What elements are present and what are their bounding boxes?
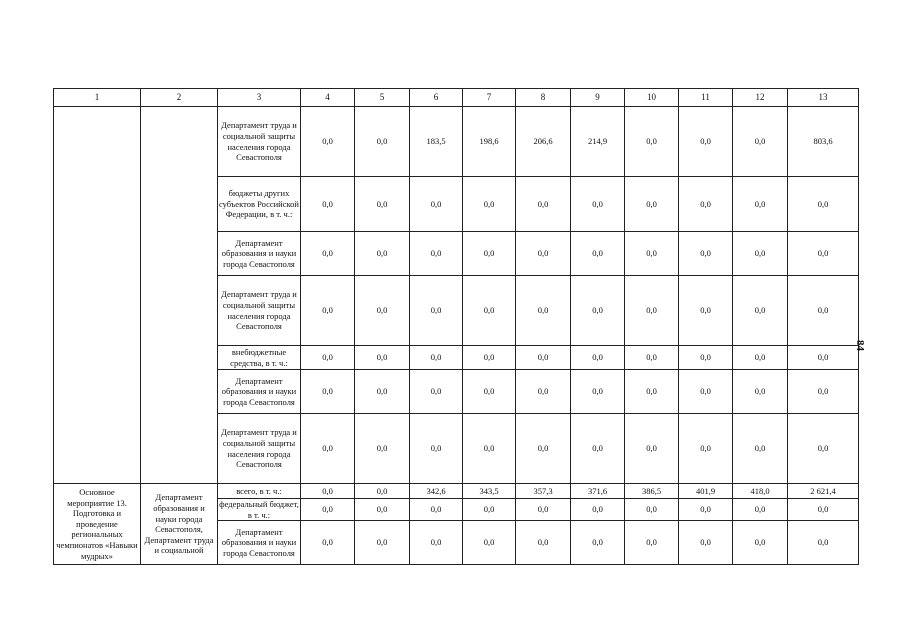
amount-cell: 0,0 bbox=[733, 232, 788, 276]
table-body bbox=[54, 107, 859, 565]
amount-cell: 0,0 bbox=[571, 499, 625, 521]
amount-cell: 0,0 bbox=[571, 232, 625, 276]
activity-name: Основное мероприятие 13. Подготовка и проведение региональных чемпионатов «Навыки мудрых» bbox=[54, 484, 141, 565]
activity-name-cell-empty bbox=[54, 107, 141, 484]
column-number-row bbox=[54, 89, 859, 107]
amount-cell: 0,0 bbox=[410, 370, 463, 414]
amount-cell: 342,6 bbox=[410, 484, 463, 499]
amount-cell: 2 621,4 bbox=[788, 484, 859, 499]
amount-cell: 0,0 bbox=[733, 370, 788, 414]
amount-cell: 0,0 bbox=[625, 521, 679, 565]
funding-source-label: Департамент труда и социальной защиты населения города Севастополя bbox=[218, 107, 301, 177]
table-row bbox=[54, 484, 859, 499]
amount-cell: 0,0 bbox=[679, 414, 733, 484]
column-header: 5 bbox=[355, 89, 410, 107]
amount-cell: 357,3 bbox=[516, 484, 571, 499]
amount-cell: 0,0 bbox=[463, 232, 516, 276]
amount-cell: 0,0 bbox=[355, 370, 410, 414]
amount-cell: 0,0 bbox=[410, 521, 463, 565]
activity-executor: Департамент образования и науки города Севастополя, Департамент труда и социальной bbox=[141, 484, 218, 565]
amount-cell: 0,0 bbox=[463, 414, 516, 484]
amount-cell: 0,0 bbox=[625, 346, 679, 370]
amount-cell: 0,0 bbox=[463, 521, 516, 565]
amount-cell: 0,0 bbox=[788, 346, 859, 370]
amount-cell: 0,0 bbox=[355, 484, 410, 499]
amount-cell: 0,0 bbox=[410, 414, 463, 484]
column-header: 13 bbox=[788, 89, 859, 107]
amount-cell: 0,0 bbox=[355, 521, 410, 565]
amount-cell: 0,0 bbox=[625, 232, 679, 276]
amount-cell: 0,0 bbox=[301, 346, 355, 370]
amount-cell: 183,5 bbox=[410, 107, 463, 177]
amount-cell: 0,0 bbox=[301, 370, 355, 414]
amount-cell: 0,0 bbox=[301, 107, 355, 177]
amount-cell: 0,0 bbox=[571, 370, 625, 414]
amount-cell: 0,0 bbox=[679, 370, 733, 414]
amount-cell: 0,0 bbox=[571, 177, 625, 232]
amount-cell: 0,0 bbox=[516, 177, 571, 232]
amount-cell: 0,0 bbox=[679, 499, 733, 521]
amount-cell: 0,0 bbox=[516, 521, 571, 565]
amount-cell: 0,0 bbox=[516, 499, 571, 521]
amount-cell: 0,0 bbox=[733, 107, 788, 177]
amount-cell: 0,0 bbox=[788, 276, 859, 346]
funding-source-label: федеральный бюджет, в т. ч.: bbox=[219, 499, 299, 520]
amount-cell: 0,0 bbox=[516, 232, 571, 276]
funding-source-label: Департамент образования и науки города Севастополя bbox=[218, 370, 301, 414]
amount-cell: 386,5 bbox=[625, 484, 679, 499]
amount-cell: 0,0 bbox=[788, 414, 859, 484]
amount-cell: 0,0 bbox=[625, 177, 679, 232]
amount-cell: 0,0 bbox=[733, 414, 788, 484]
amount-cell: 0,0 bbox=[516, 346, 571, 370]
page-number: 84 bbox=[854, 340, 866, 351]
funding-source-label: Департамент труда и социальной защиты населения города Севастополя bbox=[218, 276, 301, 346]
column-header: 4 bbox=[301, 89, 355, 107]
column-header: 7 bbox=[463, 89, 516, 107]
amount-cell: 0,0 bbox=[733, 521, 788, 565]
amount-cell: 0,0 bbox=[463, 499, 516, 521]
amount-cell: 0,0 bbox=[410, 346, 463, 370]
amount-cell: 0,0 bbox=[571, 521, 625, 565]
amount-cell: 0,0 bbox=[410, 499, 463, 521]
amount-cell: 0,0 bbox=[301, 276, 355, 346]
amount-cell: 0,0 bbox=[463, 346, 516, 370]
column-header: 8 bbox=[516, 89, 571, 107]
column-header: 6 bbox=[410, 89, 463, 107]
column-header: 9 bbox=[571, 89, 625, 107]
amount-cell: 0,0 bbox=[301, 177, 355, 232]
amount-cell: 0,0 bbox=[788, 499, 859, 521]
amount-cell: 214,9 bbox=[571, 107, 625, 177]
column-header: 1 bbox=[54, 89, 141, 107]
amount-cell: 401,9 bbox=[679, 484, 733, 499]
funding-source-label: бюджеты других субъектов Российской Федерации, в т. ч.: bbox=[218, 177, 301, 232]
amount-cell: 0,0 bbox=[301, 414, 355, 484]
amount-cell: 0,0 bbox=[516, 414, 571, 484]
amount-cell: 0,0 bbox=[733, 346, 788, 370]
amount-cell: 0,0 bbox=[571, 276, 625, 346]
amount-cell: 0,0 bbox=[516, 370, 571, 414]
amount-cell: 0,0 bbox=[463, 276, 516, 346]
amount-cell: 0,0 bbox=[410, 276, 463, 346]
amount-cell: 0,0 bbox=[516, 276, 571, 346]
budget-table bbox=[53, 88, 859, 565]
amount-cell: 0,0 bbox=[679, 276, 733, 346]
funding-source-label: всего, в т. ч.: bbox=[218, 484, 301, 499]
amount-cell: 0,0 bbox=[355, 107, 410, 177]
amount-cell: 0,0 bbox=[410, 232, 463, 276]
amount-cell: 0,0 bbox=[571, 346, 625, 370]
amount-cell: 0,0 bbox=[625, 370, 679, 414]
amount-cell: 0,0 bbox=[571, 414, 625, 484]
funding-source-label: Департамент труда и социальной защиты населения города Севастополя bbox=[218, 414, 301, 484]
column-header: 2 bbox=[141, 89, 218, 107]
amount-cell: 0,0 bbox=[679, 521, 733, 565]
amount-cell: 0,0 bbox=[679, 232, 733, 276]
amount-cell: 0,0 bbox=[355, 276, 410, 346]
amount-cell: 0,0 bbox=[788, 177, 859, 232]
amount-cell: 0,0 bbox=[788, 521, 859, 565]
amount-cell: 0,0 bbox=[355, 499, 410, 521]
amount-cell: 0,0 bbox=[410, 177, 463, 232]
amount-cell: 0,0 bbox=[355, 346, 410, 370]
amount-cell: 0,0 bbox=[679, 177, 733, 232]
amount-cell: 0,0 bbox=[301, 232, 355, 276]
amount-cell: 0,0 bbox=[625, 107, 679, 177]
amount-cell: 418,0 bbox=[733, 484, 788, 499]
amount-cell: 0,0 bbox=[733, 177, 788, 232]
amount-cell: 0,0 bbox=[355, 232, 410, 276]
column-header: 11 bbox=[679, 89, 733, 107]
amount-cell: 0,0 bbox=[733, 276, 788, 346]
funding-source-label: Департамент образования и науки города Севастополя bbox=[218, 521, 301, 565]
column-header: 12 bbox=[733, 89, 788, 107]
amount-cell: 343,5 bbox=[463, 484, 516, 499]
table-row bbox=[54, 107, 859, 177]
amount-cell: 0,0 bbox=[355, 177, 410, 232]
amount-cell: 0,0 bbox=[301, 484, 355, 499]
amount-cell: 371,6 bbox=[571, 484, 625, 499]
funding-source-label: Департамент образования и науки города Севастополя bbox=[218, 232, 301, 276]
amount-cell: 0,0 bbox=[355, 414, 410, 484]
column-header: 3 bbox=[218, 89, 301, 107]
amount-cell: 0,0 bbox=[788, 232, 859, 276]
amount-cell: 0,0 bbox=[463, 370, 516, 414]
amount-cell: 0,0 bbox=[625, 414, 679, 484]
amount-cell: 0,0 bbox=[679, 107, 733, 177]
amount-cell: 198,6 bbox=[463, 107, 516, 177]
amount-cell: 0,0 bbox=[625, 276, 679, 346]
amount-cell: 0,0 bbox=[625, 499, 679, 521]
amount-cell: 0,0 bbox=[679, 346, 733, 370]
amount-cell: 0,0 bbox=[733, 499, 788, 521]
amount-cell: 0,0 bbox=[301, 521, 355, 565]
column-header: 10 bbox=[625, 89, 679, 107]
amount-cell: 0,0 bbox=[463, 177, 516, 232]
executor-cell-empty bbox=[141, 107, 218, 484]
amount-cell: 0,0 bbox=[788, 370, 859, 414]
amount-cell: 206,6 bbox=[516, 107, 571, 177]
amount-cell: 0,0 bbox=[301, 499, 355, 521]
amount-cell: 803,6 bbox=[788, 107, 859, 177]
funding-source-label: внебюджетные средства, в т. ч.: bbox=[218, 346, 301, 370]
